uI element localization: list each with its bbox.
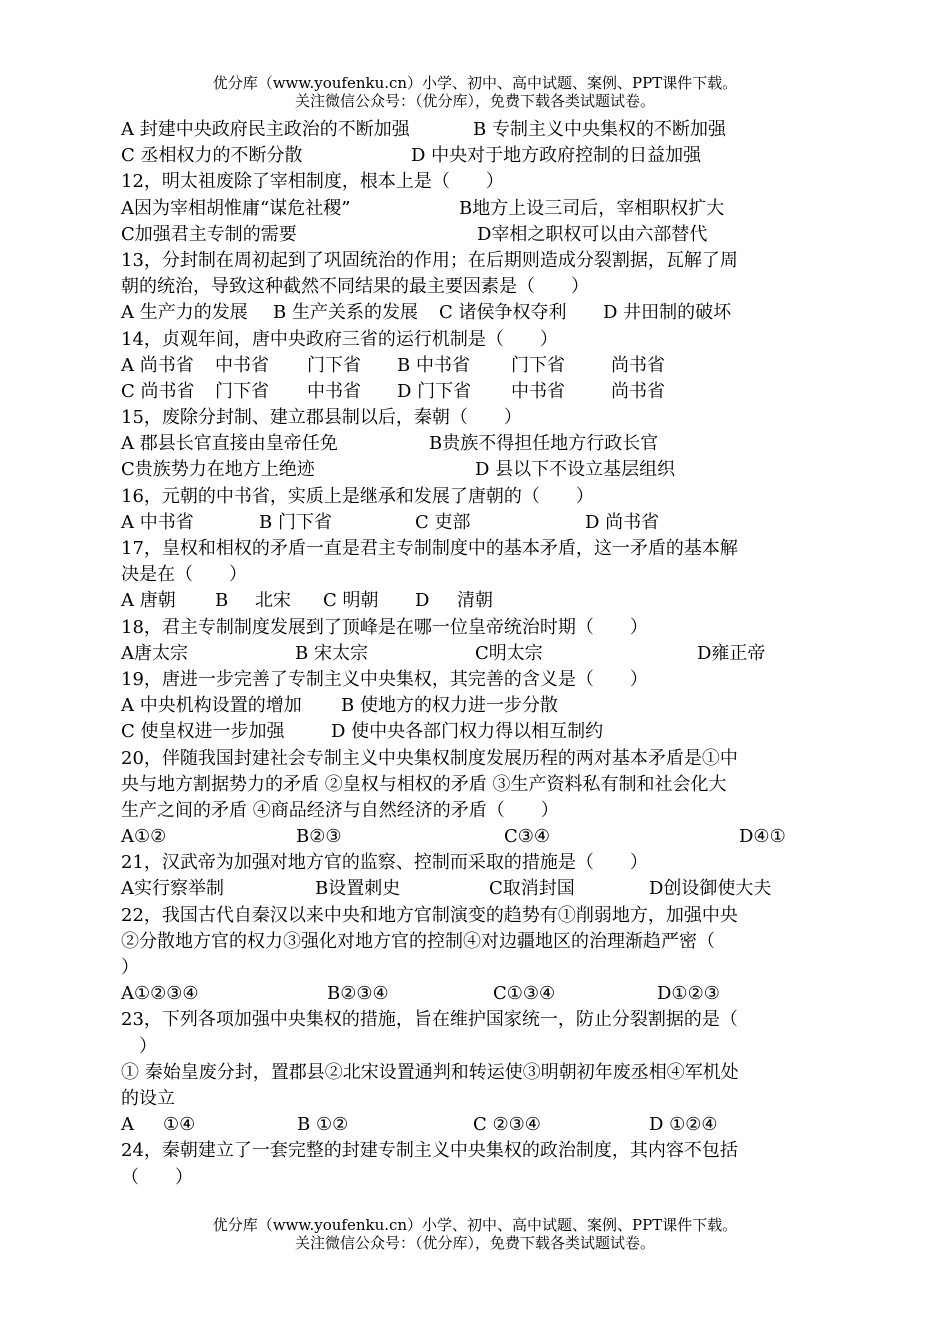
text-line	[121, 1034, 833, 1060]
text-line	[121, 1007, 833, 1033]
answer-option: ①④	[163, 1114, 196, 1136]
text-line	[121, 1060, 833, 1086]
line-text: 18，君主专制制度发展到了顶峰是在哪一位皇帝统治时期（ ）	[121, 616, 648, 638]
line-text: 22，我国古代自秦汉以来中央和地方官制演变的趋势有①削弱地方，加强中央	[121, 904, 738, 926]
text-line	[121, 169, 833, 195]
answer-option: C取消封国	[489, 878, 575, 900]
text-line	[121, 588, 833, 614]
answer-option: D	[415, 590, 430, 612]
text-line	[121, 903, 833, 929]
answer-option: C贵族势力在地方上绝迹	[121, 459, 315, 481]
footer-line-2: 关注微信公众号：（优分库），免费下载各类试题试卷。	[294, 1234, 655, 1252]
answer-option: D雍正帝	[697, 642, 766, 664]
text-line	[121, 876, 833, 902]
text-line	[121, 1165, 833, 1191]
line-text: 央与地方割据势力的矛盾 ②皇权与相权的矛盾 ③生产资料私有制和社会化大	[121, 773, 727, 795]
line-text: 14，贞观年间，唐中央政府三省的运行机制是（ ）	[121, 328, 558, 350]
answer-option: D ①②④	[649, 1114, 718, 1136]
text-line	[121, 484, 833, 510]
text-line	[121, 929, 833, 955]
answer-option: 中书省	[511, 380, 565, 402]
line-text: 决是在（ ）	[121, 564, 247, 586]
line-text: 19，唐进一步完善了专制主义中央集权，其完善的含义是（ ）	[121, 668, 648, 690]
line-text: 20，伴随我国封建社会专制主义中央集权制度发展历程的两对基本矛盾是①中	[121, 747, 738, 769]
answer-option: D创设御使大夫	[649, 878, 772, 900]
line-text: 16，元朝的中书省，实质上是继承和发展了唐朝的（ ）	[121, 485, 594, 507]
answer-option: B 生产关系的发展	[273, 302, 418, 324]
answer-option: D 中央对于地方政府控制的日益加强	[411, 145, 702, 167]
text-line	[121, 353, 833, 379]
page-header	[0, 74, 950, 110]
answer-option: 尚书省	[611, 380, 665, 402]
text-line	[121, 798, 833, 824]
answer-option: A①②	[121, 826, 167, 848]
answer-option: C 诸侯争权夺利	[439, 302, 567, 324]
answer-option: B 使地方的权力进一步分散	[341, 695, 558, 717]
answer-option: C ②③④	[473, 1114, 541, 1136]
line-text: 21，汉武帝为加强对地方官的监察、控制而采取的措施是（ ）	[121, 852, 648, 874]
page-footer	[0, 1216, 950, 1252]
answer-option: C 使皇权进一步加强	[121, 721, 285, 743]
answer-option: A 中央机构设置的增加	[121, 695, 302, 717]
answer-option: A①②③④	[121, 983, 199, 1005]
answer-option: 门下省	[511, 354, 565, 376]
text-line	[121, 562, 833, 588]
answer-option: C加强君主专制的需要	[121, 223, 297, 245]
answer-option: B设置刺史	[315, 878, 401, 900]
answer-option: C明太宗	[475, 642, 543, 664]
line-text: ）	[121, 1035, 157, 1057]
line-text: ②分散地方官的权力③强化对地方官的控制④对边疆地区的治理渐趋严密（	[121, 930, 715, 952]
line-text: 23，下列各项加强中央集权的措施，旨在维护国家统一，防止分裂割据的是（	[121, 1009, 738, 1031]
line-text: 13，分封制在周初起到了巩固统治的作用；在后期则造成分裂割据，瓦解了周	[121, 249, 738, 271]
text-line	[121, 117, 833, 143]
text-line	[121, 1086, 833, 1112]
line-text: ① 秦始皇废分封，置郡县②北宋设置通判和转运使③明朝初年废丞相④军机处	[121, 1061, 739, 1083]
answer-option: A实行察举制	[121, 878, 224, 900]
answer-option: C 明朝	[323, 590, 379, 612]
answer-option: A 唐朝	[121, 590, 176, 612]
answer-option: D①②③	[657, 983, 720, 1005]
text-line	[121, 667, 833, 693]
answer-option: D宰相之职权可以由六部替代	[477, 223, 708, 245]
text-line	[121, 405, 833, 431]
answer-option: A	[121, 1114, 134, 1136]
answer-option: A 尚书省	[121, 354, 194, 376]
text-line	[121, 641, 833, 667]
footer-line-1: 优分库（www.youfenku.cn）小学、初中、高中试题、案例、PPT课件下载。	[212, 1216, 738, 1234]
text-line	[121, 719, 833, 745]
text-line	[121, 327, 833, 353]
answer-option: C 尚书省	[121, 380, 195, 402]
answer-option: 清朝	[457, 590, 493, 612]
answer-option: D 尚书省	[585, 511, 660, 533]
answer-option: C③④	[504, 826, 551, 848]
text-line	[121, 772, 833, 798]
line-text: 17，皇权和相权的矛盾一直是君主专制制度中的基本矛盾，这一矛盾的基本解	[121, 538, 738, 559]
text-line	[121, 536, 833, 562]
header-line-1: 优分库（www.youfenku.cn）小学、初中、高中试题、案例、PPT课件下载。	[212, 74, 738, 92]
line-text: 朝的统治，导致这种截然不同结果的最主要因素是（ ）	[121, 276, 589, 298]
text-line	[121, 746, 833, 772]
answer-option: A 中书省	[121, 511, 194, 533]
text-line	[121, 510, 833, 536]
text-line	[121, 981, 833, 1007]
answer-option: C 吏部	[415, 511, 471, 533]
answer-option: A 封建中央政府民主政治的不断加强	[121, 119, 410, 140]
text-line	[121, 1138, 833, 1164]
text-line	[121, 1112, 833, 1138]
text-line	[121, 693, 833, 719]
answer-option: 中书省	[307, 380, 361, 402]
answer-option: D④①	[739, 826, 786, 848]
answer-option: C①③④	[493, 983, 556, 1005]
answer-option: 门下省	[215, 380, 269, 402]
answer-option: B 专制主义中央集权的不断加强	[473, 119, 726, 140]
text-line	[121, 850, 833, 876]
answer-option: B地方上设三司后，宰相职权扩大	[459, 197, 725, 219]
answer-option: D 门下省	[397, 380, 472, 402]
line-text: 15，废除分封制、建立郡县制以后，秦朝（ ）	[121, 407, 522, 429]
line-text: 的设立	[121, 1087, 175, 1109]
question-text	[121, 117, 833, 1191]
answer-option: B②③④	[327, 983, 389, 1005]
text-line	[121, 457, 833, 483]
answer-option: D 县以下不设立基层组织	[475, 459, 676, 481]
text-line	[121, 431, 833, 457]
answer-option: 北宋	[255, 590, 291, 612]
answer-option: B 中书省	[397, 354, 470, 376]
answer-option: B②③	[296, 826, 342, 848]
text-line	[121, 196, 833, 222]
answer-option: B	[215, 590, 229, 612]
text-line	[121, 222, 833, 248]
answer-option: C 丞相权力的不断分散	[121, 145, 303, 167]
text-line	[121, 274, 833, 300]
answer-option: B ①②	[297, 1114, 349, 1136]
text-line	[121, 824, 833, 850]
answer-option: A 生产力的发展	[121, 302, 248, 324]
answer-option: B 门下省	[259, 511, 332, 533]
line-text: ）	[121, 957, 139, 978]
answer-option: A因为宰相胡惟庸“谋危社稷”	[121, 197, 351, 219]
answer-option: D 井田制的破坏	[603, 302, 732, 324]
answer-option: A唐太宗	[121, 642, 188, 664]
answer-option: A 郡县长官直接由皇帝任免	[121, 433, 338, 455]
text-line	[121, 615, 833, 641]
answer-option: B 宋太宗	[295, 642, 368, 664]
header-line-2: 关注微信公众号：（优分库），免费下载各类试题试卷。	[294, 92, 655, 110]
text-line	[121, 248, 833, 274]
answer-option: 门下省	[307, 354, 361, 376]
answer-option: 中书省	[215, 354, 269, 376]
line-text: 24，秦朝建立了一套完整的封建专制主义中央集权的政治制度，其内容不包括	[121, 1140, 738, 1162]
text-line	[121, 300, 833, 326]
line-text: 12，明太祖废除了宰相制度，根本上是（ ）	[121, 171, 504, 193]
answer-option: B贵族不得担任地方行政长官	[429, 433, 659, 455]
answer-option: 尚书省	[611, 354, 665, 376]
text-line	[121, 955, 833, 981]
answer-option: D 使中央各部门权力得以相互制约	[331, 721, 604, 743]
line-text: 生产之间的矛盾 ④商品经济与自然经济的矛盾（ ）	[121, 799, 559, 821]
line-text: （ ）	[121, 1166, 193, 1188]
text-line	[121, 379, 833, 405]
text-line	[121, 143, 833, 169]
